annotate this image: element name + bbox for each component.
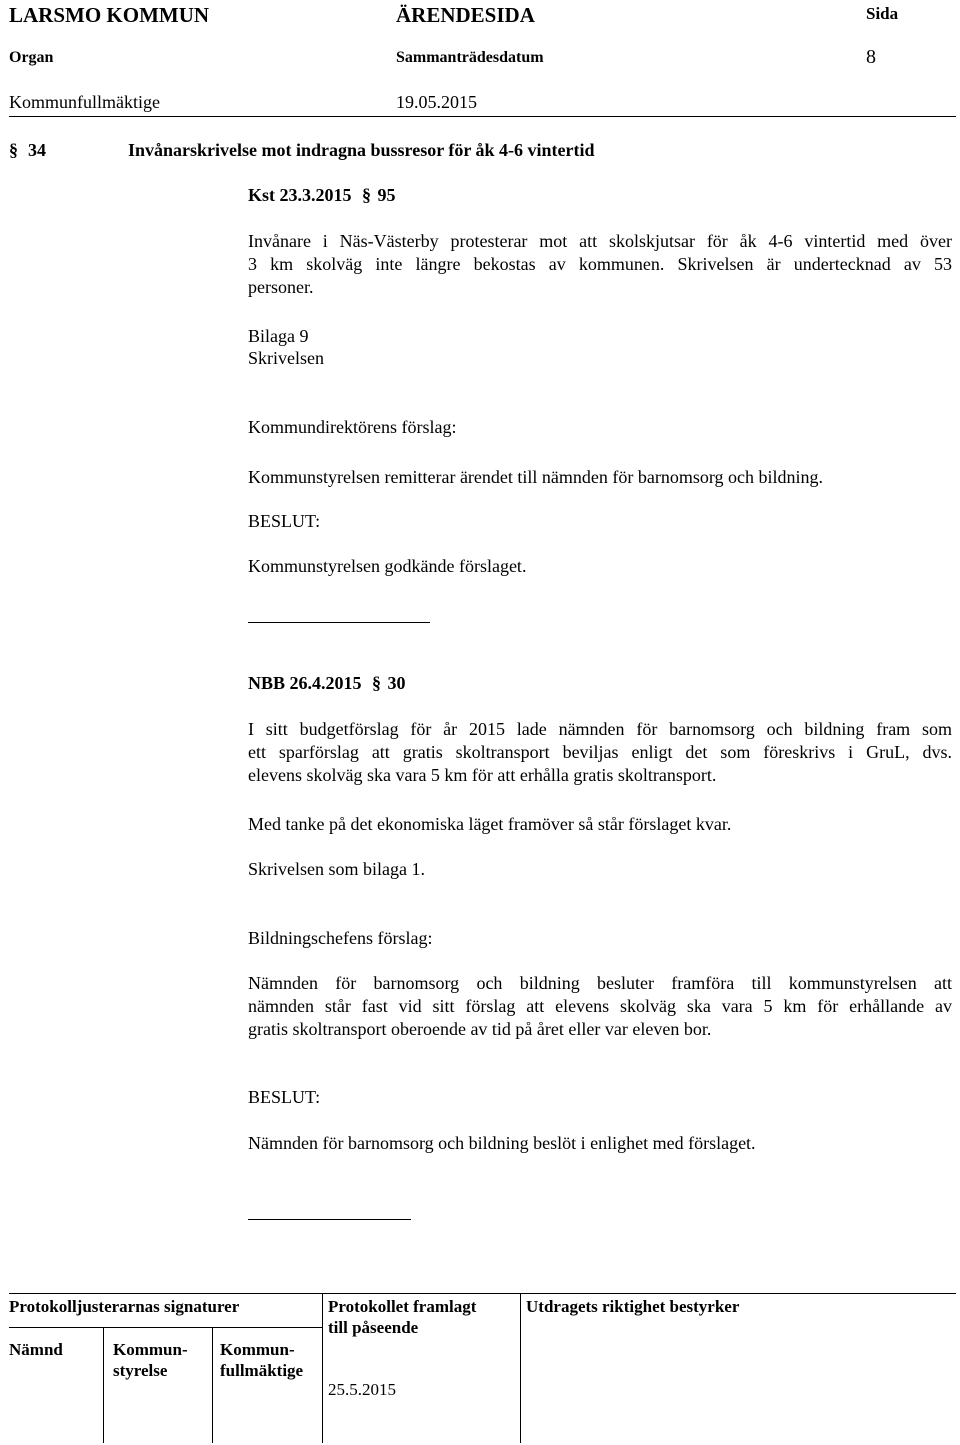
municipality-name: LARSMO KOMMUN	[9, 3, 210, 27]
nbb-text	[248, 718, 952, 787]
kst-proposal-text: Kommunstyrelsen remitterar ärendet till nämnden för barnomsorg och bildning.	[248, 467, 824, 487]
text-line: nämnden står fast vid sitt förslag att elevens skolväg ska vara 5 km för erhållande av	[248, 996, 952, 1016]
kst-reference: Kst 23.3.2015	[248, 185, 352, 205]
signature-column-divider	[103, 1327, 104, 1443]
kst-proposal-heading: Kommundirektörens förslag:	[248, 417, 457, 437]
kst-reference-line	[248, 185, 396, 206]
nbb-reference: NBB 26.4.2015	[248, 673, 362, 693]
text-line: gratis skoltransport oberoende av tid på året eller var eleven bor.	[248, 1019, 712, 1039]
footer-column-divider	[520, 1293, 521, 1443]
text-line: I sitt budgetförslag för år 2015 lade nämnden för barnomsorg och bildning fram som	[248, 719, 952, 739]
meeting-date-label: Sammanträdesdatum	[396, 49, 544, 66]
nbb-proposal-text	[248, 972, 952, 1041]
nbb-attachment-text: Skrivelsen som bilaga 1.	[248, 859, 425, 879]
signature-column-divider	[212, 1327, 213, 1443]
footer-divider	[9, 1293, 956, 1294]
text-line: elevens skolväg ska vara 5 km för att erhålla gratis skoltransport.	[248, 765, 717, 785]
nbb-reference-line	[248, 673, 406, 694]
posted-date: 25.5.2015	[328, 1380, 396, 1399]
nbb-decision-text: Nämnden för barnomsorg och bildning beslöt i enlighet med förslaget.	[248, 1133, 756, 1153]
signature-table-line	[9, 1327, 322, 1328]
kst-attachment: Bilaga 9	[248, 326, 309, 346]
organ-value: Kommunfullmäktige	[9, 92, 160, 112]
nbb-paragraph-number: 30	[387, 673, 406, 693]
signature-col-kf-line2: fullmäktige	[220, 1361, 304, 1380]
text-line: Invånare i Näs-Västerby protesterar mot att skolskjutsar för åk 4-6 vintertid med över	[248, 231, 952, 251]
separator-line	[248, 622, 430, 623]
header-divider	[9, 116, 956, 117]
page-number: 8	[866, 46, 876, 68]
separator-line	[248, 1219, 411, 1220]
signature-col-namnd: Nämnd	[9, 1340, 63, 1359]
organ-label: Organ	[9, 49, 54, 66]
kst-decision-heading: BESLUT:	[248, 511, 321, 531]
protocol-heading-line2: till påseende	[328, 1318, 419, 1337]
nbb-proposal-heading: Bildningschefens förslag:	[248, 928, 433, 948]
footer-column-divider	[322, 1293, 323, 1443]
section-number: 34	[28, 140, 46, 160]
verified-heading: Utdragets riktighet bestyrker	[526, 1297, 740, 1316]
text-line: Nämnden för barnomsorg och bildning besluter framföra till kommunstyrelsen att	[248, 973, 952, 993]
section-title: Invånarskrivelse mot indragna bussresor för åk 4-6 vintertid	[128, 140, 595, 160]
signature-col-ks-line1: Kommun-	[113, 1340, 188, 1359]
text-line: personer.	[248, 277, 314, 297]
kst-decision-text: Kommunstyrelsen godkände förslaget.	[248, 556, 527, 576]
signature-col-ks-line2: styrelse	[113, 1361, 168, 1380]
signatures-heading: Protokolljusterarnas signaturer	[9, 1297, 240, 1316]
text-line: ett sparförslag att gratis skoltransport beviljas enligt det som föreskrivs i GruL, dvs.	[248, 742, 952, 762]
page-label: Sida	[866, 4, 899, 23]
kst-paragraph-number: 95	[377, 185, 396, 205]
text-line: 3 km skolväg inte längre bekostas av kommunen. Skrivelsen är undertecknad av 53	[248, 254, 952, 274]
document-type: ÄRENDESIDA	[396, 3, 535, 27]
nbb-economy-text: Med tanke på det ekonomiska läget framöver så står förslaget kvar.	[248, 814, 732, 834]
kst-text	[248, 230, 952, 299]
nbb-decision-heading: BESLUT:	[248, 1087, 321, 1107]
section-symbol: §	[9, 140, 18, 160]
nbb-paragraph-symbol: §	[372, 673, 382, 693]
protocol-heading-line1: Protokollet framlagt	[328, 1297, 477, 1316]
meeting-date-value: 19.05.2015	[396, 92, 477, 112]
signature-col-kf-line1: Kommun-	[220, 1340, 295, 1359]
kst-paragraph-symbol: §	[362, 185, 371, 205]
kst-attachment-name: Skrivelsen	[248, 348, 324, 368]
